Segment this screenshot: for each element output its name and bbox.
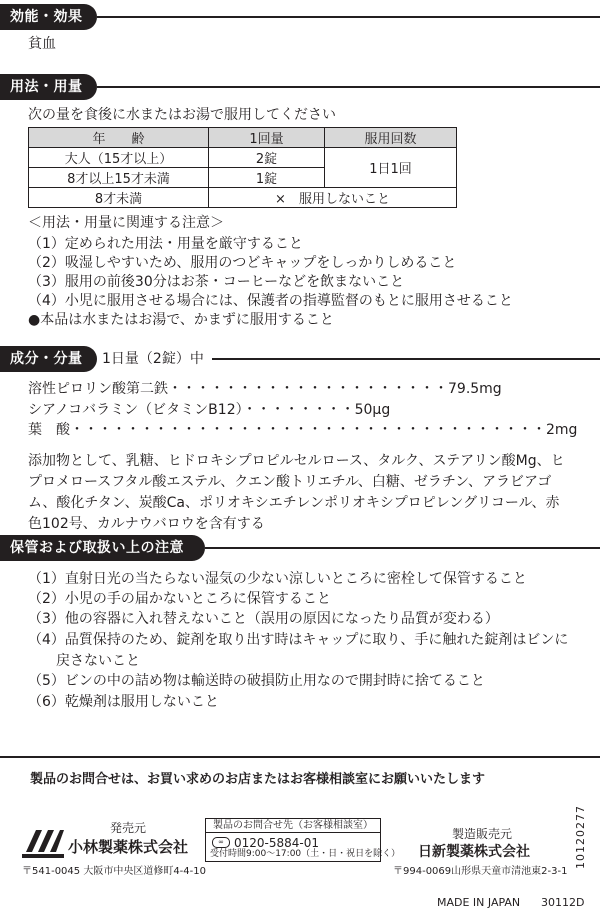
contact-phone: 0120-5884-01	[234, 836, 320, 850]
additives-line: 添加物として、乳糖、ヒドロキシプロピルセルロース、タルク、ステアリン酸Mg、ヒ	[28, 453, 565, 469]
table-cell: 2錠	[209, 148, 325, 168]
section-header-usage: 用法・用量	[0, 74, 97, 100]
ingredients-subtitle: 1日量（2錠）中	[102, 351, 204, 367]
header-rule	[97, 16, 600, 18]
table-cell: 1日1回	[325, 148, 457, 188]
section-header-ingredients: 成分・分量	[0, 346, 97, 372]
header-rule	[205, 547, 600, 549]
storage-item: （5）ビンの中の詰め物は輸送時の破損防止用なので開封時に捨てること	[28, 673, 485, 689]
seller-label: 発売元	[110, 821, 147, 835]
usage-note: ●本品は水またはお湯で、かまずに服用すること	[28, 312, 334, 328]
footer-divider	[0, 756, 600, 758]
additives-line: 色102号、カルナウバロウを含有する	[28, 516, 265, 532]
table-cell: 大人（15才以上）	[29, 148, 209, 168]
additives-line: ム、酸化チタン、炭酸Ca、ポリオキシエチレンポリオキシプロピレングリコール、赤	[28, 495, 560, 511]
dosage-table	[28, 127, 457, 208]
table-cell: × 服用しないこと	[209, 188, 457, 208]
additives-line: プロメロースフタル酸エステル、クエン酸トリエチル、白糖、ゼラチン、アラビアゴ	[28, 474, 552, 490]
efficacy-text: 貧血	[28, 36, 56, 52]
storage-item: （6）乾燥剤は服用しないこと	[28, 694, 219, 710]
table-cell: 1錠	[209, 168, 325, 188]
maker-address: 〒994-0069山形県天童市清池東2-3-1	[393, 866, 568, 877]
table-header-cell: 1回量	[209, 128, 325, 148]
table-cell: 8才未満	[29, 188, 209, 208]
table-row	[29, 148, 457, 168]
usage-intro: 次の量を食後に水またはお湯で服用してください	[28, 107, 336, 123]
ingredient-item: 溶性ピロリン酸第二鉄・・・・・・・・・・・・・・・・・・・・79.5mg	[28, 381, 502, 397]
seller-address: 〒541-0045 大阪市中央区道修町4-4-10	[22, 866, 206, 877]
contact-box	[205, 818, 401, 862]
seller-name: 小林製薬株式会社	[68, 838, 189, 856]
storage-item: （2）小児の手の届かないところに保管すること	[28, 591, 331, 607]
freedial-icon: ∞	[212, 837, 230, 848]
table-header-row	[29, 128, 457, 148]
ingredient-item: 葉 酸・・・・・・・・・・・・・・・・・・・・・・・・・・・・・・・・・・2mg	[28, 422, 578, 438]
storage-item: （4）品質保持のため、錠剤を取り出す時はキャップに取り、手に触れた錠剤はビンに	[28, 632, 569, 648]
usage-note: （4）小児に服用させる場合には、保護者の指導監督のもとに服用させること	[28, 293, 513, 309]
product-code-vertical: 10120277	[574, 805, 587, 869]
table-cell: 8才以上15才未満	[29, 168, 209, 188]
usage-note: （3）服用の前後30分はお茶・コーヒーなどを飲まないこと	[28, 274, 405, 290]
maker-label: 製造販売元	[452, 827, 513, 841]
storage-item: （1）直射日光の当たらない湿気の少ない涼しいところに密栓して保管すること	[28, 571, 527, 587]
made-in-japan: MADE IN JAPAN	[437, 896, 521, 908]
header-rule	[212, 358, 600, 360]
table-header-cell: 服用回数	[325, 128, 457, 148]
product-code: 30112D	[541, 896, 585, 908]
usage-notes-title: ＜用法・用量に関連する注意＞	[28, 215, 224, 231]
section-header-efficacy: 効能・効果	[0, 4, 97, 30]
usage-note: （1）定められた用法・用量を厳守すること	[28, 236, 303, 252]
header-rule	[97, 86, 600, 88]
section-header-storage: 保管および取扱い上の注意	[0, 535, 205, 561]
contact-hours: 受付時間9:00～17:00（土・日・祝日を除く）	[210, 849, 401, 859]
storage-item: 戻さないこと	[28, 653, 140, 669]
ingredient-item: シアノコバラミン（ビタミンB12）・・・・・・・・50µg	[28, 402, 391, 418]
table-row	[29, 188, 457, 208]
storage-item: （3）他の容器に入れ替えないこと（誤用の原因になったり品質が変わる）	[28, 611, 499, 627]
inquiry-notice: 製品のお問合せは、お買い求めのお店またはお客様相談室にお願いいたします	[30, 772, 486, 787]
kobayashi-logo-icon	[22, 822, 64, 860]
maker-name: 日新製薬株式会社	[418, 844, 530, 860]
contact-caption: 製品のお問合せ先（お客様相談室）	[206, 819, 380, 833]
table-header-cell: 年 齢	[29, 128, 209, 148]
usage-note: （2）吸湿しやすいため、服用のつどキャップをしっかりしめること	[28, 255, 457, 271]
